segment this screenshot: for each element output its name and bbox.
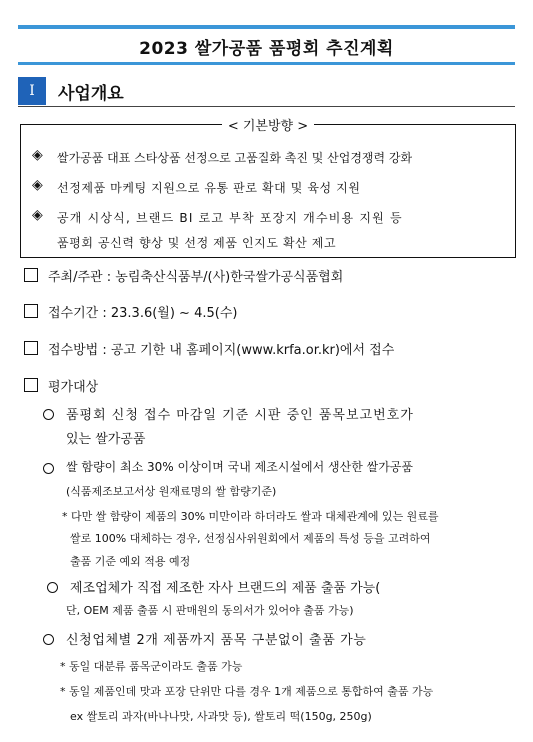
title-bottom-rule: [18, 62, 515, 65]
target-item-1-line-1: 품평회 신청 접수 마감일 기준 시판 중인 품목보고번호가: [66, 408, 414, 423]
target-note-line-2: 쌀로 100% 대체하는 경우, 선정심사위원회에서 제품의 특성 등을 고려하여: [70, 532, 431, 545]
checkbox-square-icon: [24, 304, 38, 318]
direction-item-2: 선정제품 마케팅 지원으로 유통 판로 확대 및 육성 지원: [57, 181, 361, 195]
target-item-2-line-1: 쌀 함량이 최소 30% 이상이며 국내 제조시설에서 생산한 쌀가공품: [66, 460, 413, 474]
circle-bullet-icon: [47, 582, 58, 593]
organizer-text: 주최/주관 : 농림축산식품부/(사)한국쌀가공식품협회: [48, 270, 344, 285]
page-title: 2023 쌀가공품 품평회 추진계획: [139, 39, 394, 59]
checkbox-square-icon: [24, 268, 38, 282]
target-example: ex 쌀토리 과자(바나나맛, 사과맛 등), 쌀토리 떡(150g, 250g): [70, 710, 372, 723]
target-item-4: 신청업체별 2개 제품까지 품목 구분없이 출품 가능: [66, 633, 367, 648]
circle-bullet-icon: [43, 463, 54, 474]
period-text: 접수기간 : 23.3.6(월) ~ 4.5(수): [48, 306, 238, 321]
circle-bullet-icon: [43, 634, 54, 645]
basic-direction-heading: < 기본방향 >: [222, 119, 314, 134]
direction-item-3: 공개 시상식, 브랜드 BI 로고 부착 포장지 개수비용 지원 등: [57, 211, 403, 225]
target-heading: 평가대상: [48, 380, 99, 395]
circle-bullet-icon: [43, 409, 54, 420]
diamond-bullet-icon: ◈: [32, 177, 43, 193]
direction-item-1: 쌀가공품 대표 스타상품 선정으로 고품질화 촉진 및 산업경쟁력 강화: [57, 151, 413, 165]
target-item-1-line-2: 있는 쌀가공품: [66, 432, 146, 447]
target-note-4-2: * 동일 제품인데 맛과 포장 단위만 다를 경우 1개 제품으로 통합하여 출품 가능: [60, 685, 434, 698]
title-top-rule: [18, 25, 515, 29]
direction-item-4: 품평회 공신력 향상 및 선정 제품 인지도 확산 제고: [57, 236, 337, 250]
target-item-3-line-2: 단, OEM 제품 출품 시 판매원의 동의서가 있어야 출품 가능): [66, 604, 354, 617]
target-note-line-3: 출품 기준 예외 적용 예정: [70, 555, 191, 568]
section-underline: [18, 106, 515, 107]
target-item-2-line-2: (식품제조보고서상 원재료명의 쌀 함량기준): [66, 485, 277, 498]
target-note-4-1: * 동일 대분류 품목군이라도 출품 가능: [60, 660, 243, 673]
target-note-line-1: * 다만 쌀 함량이 제품의 30% 미만이라 하더라도 쌀과 대체관계에 있는 원료를: [62, 510, 439, 523]
checkbox-square-icon: [24, 341, 38, 355]
diamond-bullet-icon: ◈: [32, 147, 43, 163]
method-text: 접수방법 : 공고 기한 내 홈페이지(www.krfa.or.kr)에서 접수: [48, 343, 395, 358]
diamond-bullet-icon: ◈: [32, 207, 43, 223]
checkbox-square-icon: [24, 378, 38, 392]
target-item-3-line-1: 제조업체가 직접 제조한 자사 브랜드의 제품 출품 가능(: [70, 581, 381, 596]
section-title: 사업개요: [58, 84, 124, 104]
section-number: Ⅰ: [18, 77, 46, 105]
